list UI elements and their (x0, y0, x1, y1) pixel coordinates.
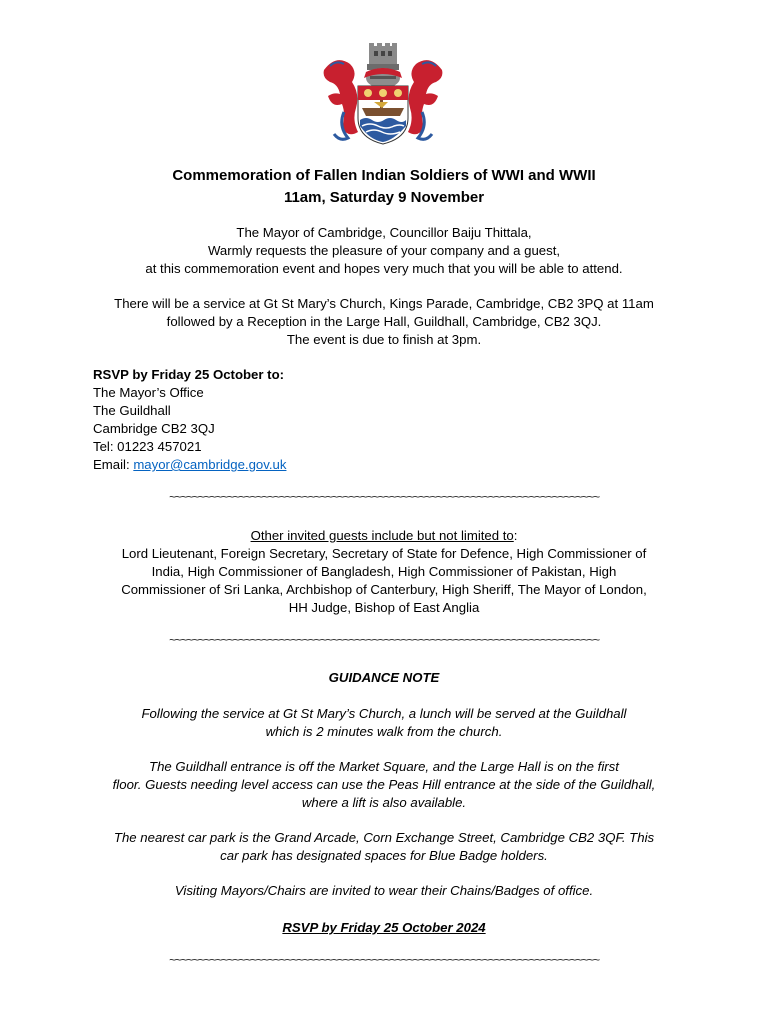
service-details (0, 295, 768, 349)
guests-line: Lord Lieutenant, Foreign Secretary, Secretary of State for Defence, High Commissioner of (121, 546, 647, 561)
coat-of-arms-icon (318, 42, 448, 146)
divider (0, 951, 768, 969)
guidance-paragraph (0, 705, 768, 741)
guests-heading: Other invited guests include but not limited to (250, 528, 514, 543)
guidance-paragraph (0, 758, 768, 812)
guidance-line: floor. Guests needing level access can use the Peas Hill entrance at the side of the Guildhall, (112, 777, 656, 792)
divider-line: ~~~~~~~~~~~~~~~~~~~~~~~~~~~~~~~~~~~~~~~~~~~~~~~~~~~~~~~~~~~~~~~~~~~~~~~~~~ (169, 953, 599, 967)
service-line: The event is due to finish at 3pm. (286, 332, 482, 347)
rsvp-address-line: The Mayor’s Office (93, 385, 204, 400)
guidance-line: Visiting Mayors/Chairs are invited to wear their Chains/Badges of office. (174, 883, 594, 898)
rsvp-heading: RSVP by Friday 25 October to: (93, 367, 285, 382)
guidance-line: where a lift is also available. (301, 795, 467, 810)
event-header (0, 165, 768, 209)
guidance-line: which is 2 minutes walk from the church. (265, 724, 503, 739)
guidance-line: car park has designated spaces for Blue Badge holders. (220, 848, 548, 863)
guests-section (0, 527, 768, 617)
guidance-heading: GUIDANCE NOTE (328, 670, 440, 685)
final-rsvp-text: RSVP by Friday 25 October 2024 (282, 920, 486, 935)
guidance-line: Following the service at Gt St Mary’s Church, a lunch will be served at the Guildhall (141, 706, 627, 721)
divider (0, 631, 768, 649)
invitation-line: Warmly requests the pleasure of your company and a guest, (207, 243, 561, 258)
guests-line: India, High Commissioner of Bangladesh, High Commissioner of Pakistan, High (151, 564, 617, 579)
invitation-text (0, 224, 768, 278)
guests-heading-colon: : (513, 528, 518, 543)
guidance-line: The Guildhall entrance is off the Market Square, and the Large Hall is on the first (149, 759, 619, 774)
guidance-section (0, 669, 768, 687)
service-line: There will be a service at Gt St Mary’s Church, Kings Parade, Cambridge, CB2 3PQ at 11am (114, 296, 654, 311)
guidance-paragraph (0, 829, 768, 865)
guidance-paragraph (0, 882, 768, 900)
invitation-line: at this commemoration event and hopes very much that you will be able to attend. (145, 261, 623, 276)
guests-line: Commissioner of Sri Lanka, Archbishop of Canterbury, High Sheriff, The Mayor of London, (121, 582, 647, 597)
divider-line: ~~~~~~~~~~~~~~~~~~~~~~~~~~~~~~~~~~~~~~~~~~~~~~~~~~~~~~~~~~~~~~~~~~~~~~~~~~ (169, 633, 599, 647)
rsvp-section (93, 366, 693, 474)
divider (0, 488, 768, 506)
rsvp-address-line: The Guildhall (93, 403, 171, 418)
guests-heading-row (0, 527, 768, 545)
divider-line: ~~~~~~~~~~~~~~~~~~~~~~~~~~~~~~~~~~~~~~~~~~~~~~~~~~~~~~~~~~~~~~~~~~~~~~~~~~ (169, 490, 599, 504)
guests-line: HH Judge, Bishop of East Anglia (288, 600, 480, 615)
rsvp-address-line: Cambridge CB2 3QJ (93, 421, 215, 436)
invitation-line: The Mayor of Cambridge, Councillor Baiju Thittala, (236, 225, 532, 240)
guidance-line: The nearest car park is the Grand Arcade, Corn Exchange Street, Cambridge CB2 3QF. This (113, 830, 655, 845)
email-link[interactable]: mayor@cambridge.gov.uk (133, 457, 287, 472)
event-date: 11am, Saturday 9 November (283, 189, 485, 206)
service-line: followed by a Reception in the Large Hall, Guildhall, Cambridge, CB2 3QJ. (166, 314, 602, 329)
final-rsvp (0, 919, 768, 937)
email-label: Email: (93, 457, 134, 472)
event-title: Commemoration of Fallen Indian Soldiers of WWI and WWII (172, 167, 596, 184)
rsvp-email-row (93, 456, 693, 474)
rsvp-telephone: Tel: 01223 457021 (93, 439, 202, 454)
